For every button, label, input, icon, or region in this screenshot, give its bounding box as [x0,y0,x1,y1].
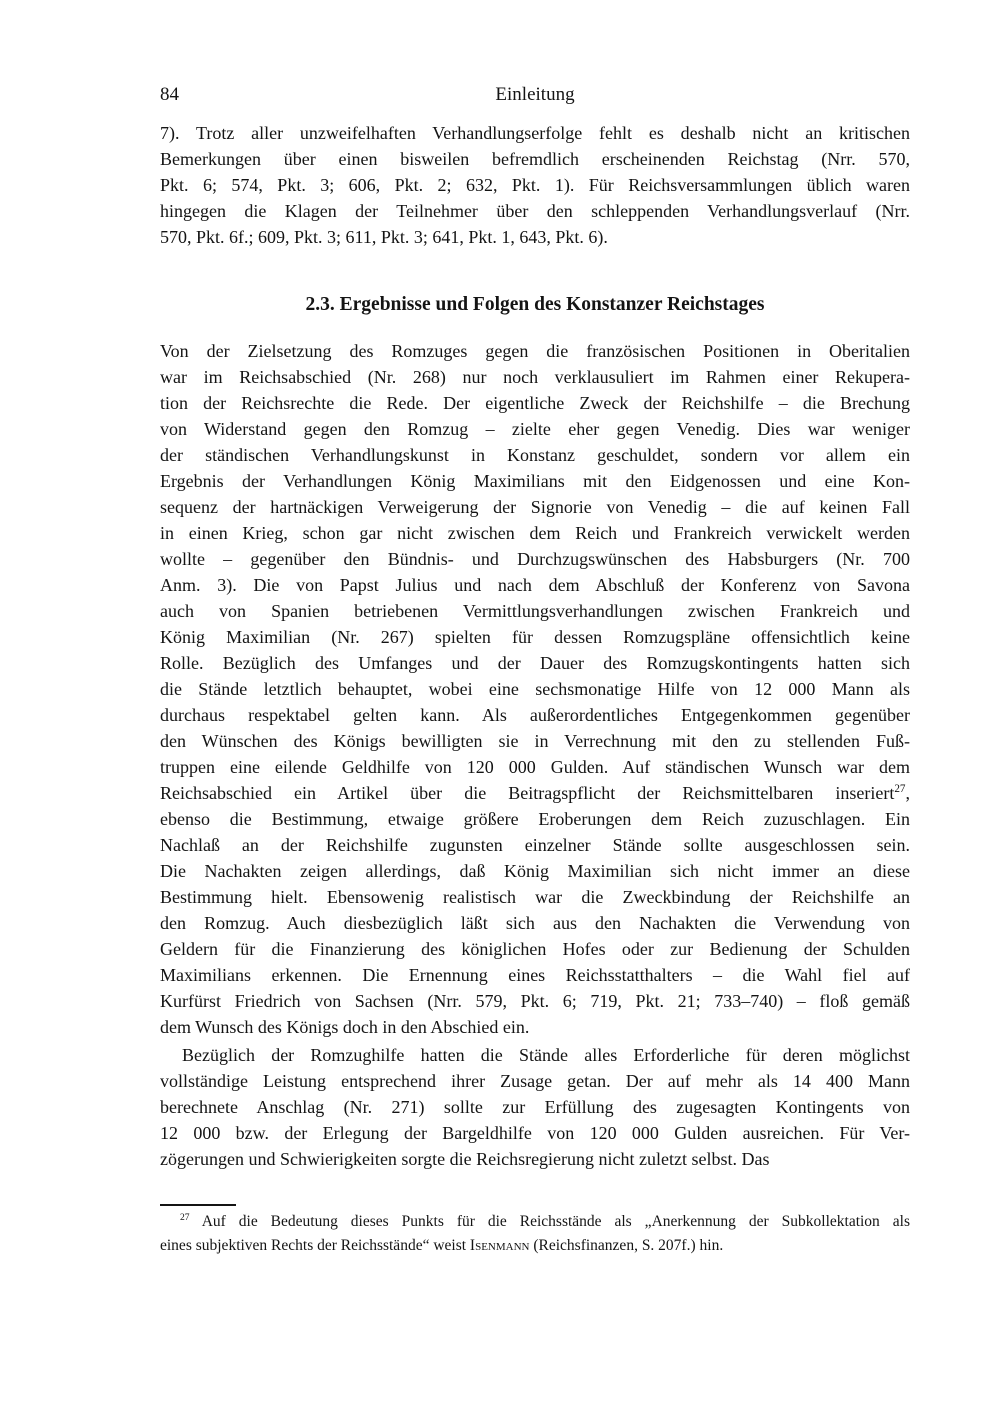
page-number: 84 [160,84,179,105]
running-header [160,84,910,108]
text-line: hingegen die Klagen der Teilnehmer über den schleppenden Verhandlungsverlauf (Nrr. [160,201,910,221]
text-line: Reichsabschied ein Artikel über die Beitragspflicht der Reichsmittelbaren inseriert$^{27}$, [160,783,910,803]
text-line: wollte – gegenüber den Bündnis- und Durchzugswünschen des Habsburgers (Nr. 700 [160,549,910,569]
running-head-title: Einleitung [495,84,575,105]
text-line: 12 000 bzw. der Erlegung der Bargeldhilfe von 120 000 Gulden ausreichen. Für Ver- [160,1123,910,1143]
text-line: eines subjektiven Rechts der Reichsstände“ weist Isenmann (Reichsfinanzen, S. 207f.) hin. [160,1237,724,1254]
footnote-reference: 27 [894,783,906,795]
text-line: Bemerkungen über einen bisweilen befremdlich erscheinenden Reichstag (Nrr. 570, [160,149,910,169]
text-line: Rolle. Bezüglich des Umfanges und der Dauer des Romzugskontingents hatten sich [160,653,910,673]
text-line: in einen Krieg, schon gar nicht zwischen dem Reich und Frankreich verwickelt werden [160,523,910,543]
text-line: berechnete Anschlag (Nr. 271) sollte zur Erfüllung des zugesagten Kontingents von [160,1097,910,1117]
opening-paragraph [160,120,910,250]
text-line: die Stände letztlich behauptet, wobei eine sechsmonatige Hilfe von 12 000 Mann als [160,679,910,699]
text-line: tion der Reichsrechte die Rede. Der eigentliche Zweck der Reichshilfe – die Brechung [160,393,910,413]
text-line: Pkt. 6; 574, Pkt. 3; 606, Pkt. 2; 632, Pkt. 1). Für Reichsversammlungen üblich waren [160,175,910,195]
text-line: truppen eine eilende Geldhilfe von 120 000 Gulden. Auf ständischen Wunsch war dem [160,757,910,777]
text-line: König Maximilian (Nr. 267) spielten für dessen Romzugspläne offensichtlich keine [160,627,910,647]
text-line: dem Wunsch des Königs doch in den Abschied ein. [160,1017,530,1037]
section-heading: 2.3. Ergebnisse und Folgen des Konstanzer Reichstages [305,294,765,315]
text-line: auch von Spanien betriebenen Vermittlungsverhandlungen zwischen Frankreich und [160,601,910,621]
text-line: ebenso die Bestimmung, etwaige größere Eroberungen dem Reich zuzuschlagen. Ein [160,809,910,829]
text-line: von Widerstand gegen den Romzug – zielte eher gegen Venedig. Dies war weniger [160,419,910,439]
text-line: Bestimmung hielt. Ebensowenig realistisch war die Zweckbindung der Reichshilfe an [160,887,910,907]
footnote [160,1210,910,1258]
text-line: der ständischen Verhandlungskunst in Konstanz geschuldet, sondern vor allem ein [160,445,910,465]
text-line: 7). Trotz aller unzweifelhaften Verhandlungserfolge fehlt es deshalb nicht an kritischen [160,123,910,143]
text-line: Geldern für die Finanzierung des königlichen Hofes oder zur Bedienung der Schulden [160,939,910,959]
footnote-separator-rule [160,1204,236,1206]
text-line: 570, Pkt. 6f.; 609, Pkt. 3; 611, Pkt. 3; 641, Pkt. 1, 643, Pkt. 6). [160,227,608,247]
text-line: durchaus respektabel gelten kann. Als außerordentliches Entgegenkommen gegenüber [160,705,910,725]
small-caps-name: Isenmann [469,1237,530,1254]
section-paragraph-2 [160,1042,910,1172]
text-line: Kurfürst Friedrich von Sachsen (Nrr. 579, Pkt. 6; 719, Pkt. 21; 733–740) – floß gemäß [160,991,910,1011]
text-line: den Wünschen des Königs bewilligten sie in Verrechnung mit den zu stellenden Fuß- [160,731,910,751]
text-line: Die Nachakten zeigen allerdings, daß König Maximilian sich nicht immer an diese [160,861,910,881]
text-line: $^{27}$ Auf die Bedeutung dieses Punkts für die Reichsstände als „Anerkennung der Subkollektation als [180,1211,910,1230]
text-line: den Romzug. Auch diesbezüglich läßt sich aus den Nachakten die Verwendung von [160,913,910,933]
text-line: Anm. 3). Die von Papst Julius und nach dem Abschluß der Konferenz von Savona [160,575,910,595]
text-line: zögerungen und Schwierigkeiten sorgte die Reichsregierung nicht zuletzt selbst. Das [160,1149,770,1169]
text-line: war im Reichsabschied (Nr. 268) nur noch verklausuliert im Rahmen einer Rekupera- [160,367,910,387]
footnote-reference: 27 [180,1211,190,1223]
text-line: Ergebnis der Verhandlungen König Maximilians mit den Eidgenossen und eine Kon- [160,471,910,491]
text-line: Nachlaß an der Reichshilfe zugunsten einzelner Stände sollte ausgeschlossen sein. [160,835,910,855]
section-paragraph-1 [160,338,910,1040]
text-line: vollständige Leistung entsprechend ihrer Zusage getan. Der auf mehr als 14 400 Mann [160,1071,910,1091]
text-line: Von der Zielsetzung des Romzuges gegen die französischen Positionen in Oberitalien [160,341,910,361]
text-line: Bezüglich der Romzughilfe hatten die Stände alles Erforderliche für deren möglichst [182,1045,910,1065]
text-line: sequenz der hartnäckigen Verweigerung der Signorie von Venedig – die auf keinen Fall [160,497,910,517]
text-line: Maximilians erkennen. Die Ernennung eines Reichsstatthalters – die Wahl fiel auf [160,965,910,985]
